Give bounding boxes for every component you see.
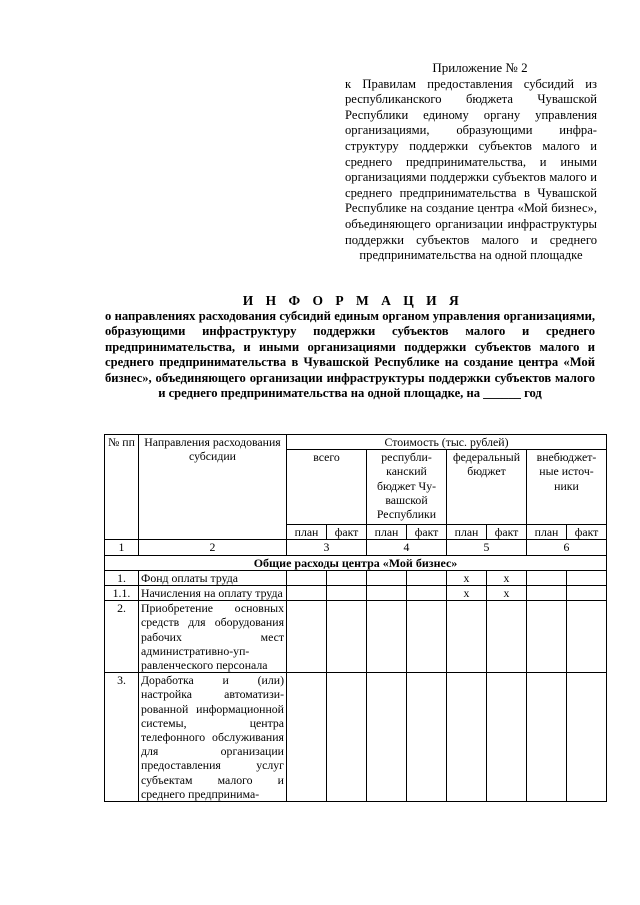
- column-number: 1: [105, 540, 139, 555]
- federal-plan-cell: х: [447, 586, 487, 601]
- header-plan: план: [367, 525, 407, 540]
- row-number: 1.: [105, 570, 139, 585]
- header-plan: план: [447, 525, 487, 540]
- appendix-title: Приложение № 2: [432, 60, 528, 75]
- table-row: [105, 586, 607, 601]
- federal-plan-cell: [447, 673, 487, 802]
- header-fact: факт: [567, 525, 607, 540]
- header-fact: факт: [327, 525, 367, 540]
- header-direction: Направления расходования субсидии: [139, 435, 287, 540]
- header-republic-budget: республиканский бюджет Чувашской Республики: [367, 450, 447, 525]
- column-number: 2: [139, 540, 287, 555]
- header-number: № пп: [105, 435, 139, 540]
- header-plan: план: [287, 525, 327, 540]
- header-extrabudgetary: внебюджетные источники: [527, 450, 607, 525]
- row-name: Доработка и (или) настройка автоматизированной информационной системы, центра телефонного обслуживания для организации предоставления услуг субъектам малого и среднего предпринима-: [139, 673, 287, 802]
- row-name: Приобретение основных средств для оборудования рабочих мест административно-управленческого персонала: [139, 601, 287, 673]
- table-row: [105, 673, 607, 802]
- table-row: [105, 570, 607, 585]
- appendix-block: [345, 60, 597, 264]
- row-name: Фонд оплаты труда: [139, 570, 287, 585]
- header-cost: Стоимость (тыс. рублей): [287, 435, 607, 450]
- row-name: Начисления на оплату труда: [139, 586, 287, 601]
- federal-fact-cell: [487, 673, 527, 802]
- header-total: всего: [287, 450, 367, 525]
- header-federal-budget: федеральный бюджет: [447, 450, 527, 525]
- federal-plan-cell: [447, 601, 487, 673]
- column-number: 5: [447, 540, 527, 555]
- federal-fact-cell: [487, 601, 527, 673]
- federal-fact-cell: х: [487, 570, 527, 585]
- header-plan: план: [527, 525, 567, 540]
- row-number: 3.: [105, 673, 139, 802]
- federal-fact-cell: х: [487, 586, 527, 601]
- table-row: [105, 601, 607, 673]
- expenditure-table: [104, 434, 607, 802]
- document-heading: [105, 292, 595, 401]
- appendix-text: к Правилам предоставления субсидий из республиканского бюджета Чувашской Республики единому органу управления организациями, образующими инфраструктуру поддержки субъектов малого и среднего предпринимательства, и иными организациями поддержки субъектов малого и среднего предпринимательства в Чувашской Республике на создание центра «Мой бизнес», объединяющего организации инфраструктуры поддержки субъектов малого и среднего предпринимательства на одной площадке: [345, 76, 597, 263]
- column-number: 6: [527, 540, 607, 555]
- document-subtitle: о направлениях расходования субсидий единым органом управления организациями, образующими инфраструктуру поддержки субъектов малого и среднего предпринимательства, и иными организациями поддержки субъектов малого и среднего предпринимательства в Чувашской Республике на создание центра «Мой бизнес», объединяющего организации инфраструктуры поддержки субъектов малого и среднего предпринимательства на одной площадке, на ______ год: [105, 309, 595, 401]
- column-number: 3: [287, 540, 367, 555]
- section-header: Общие расходы центра «Мой бизнес»: [105, 555, 607, 570]
- federal-plan-cell: х: [447, 570, 487, 585]
- column-number: 4: [367, 540, 447, 555]
- document-title: И Н Ф О Р М А Ц И Я: [242, 293, 464, 308]
- row-number: 1.1.: [105, 586, 139, 601]
- header-fact: факт: [487, 525, 527, 540]
- row-number: 2.: [105, 601, 139, 673]
- header-fact: факт: [407, 525, 447, 540]
